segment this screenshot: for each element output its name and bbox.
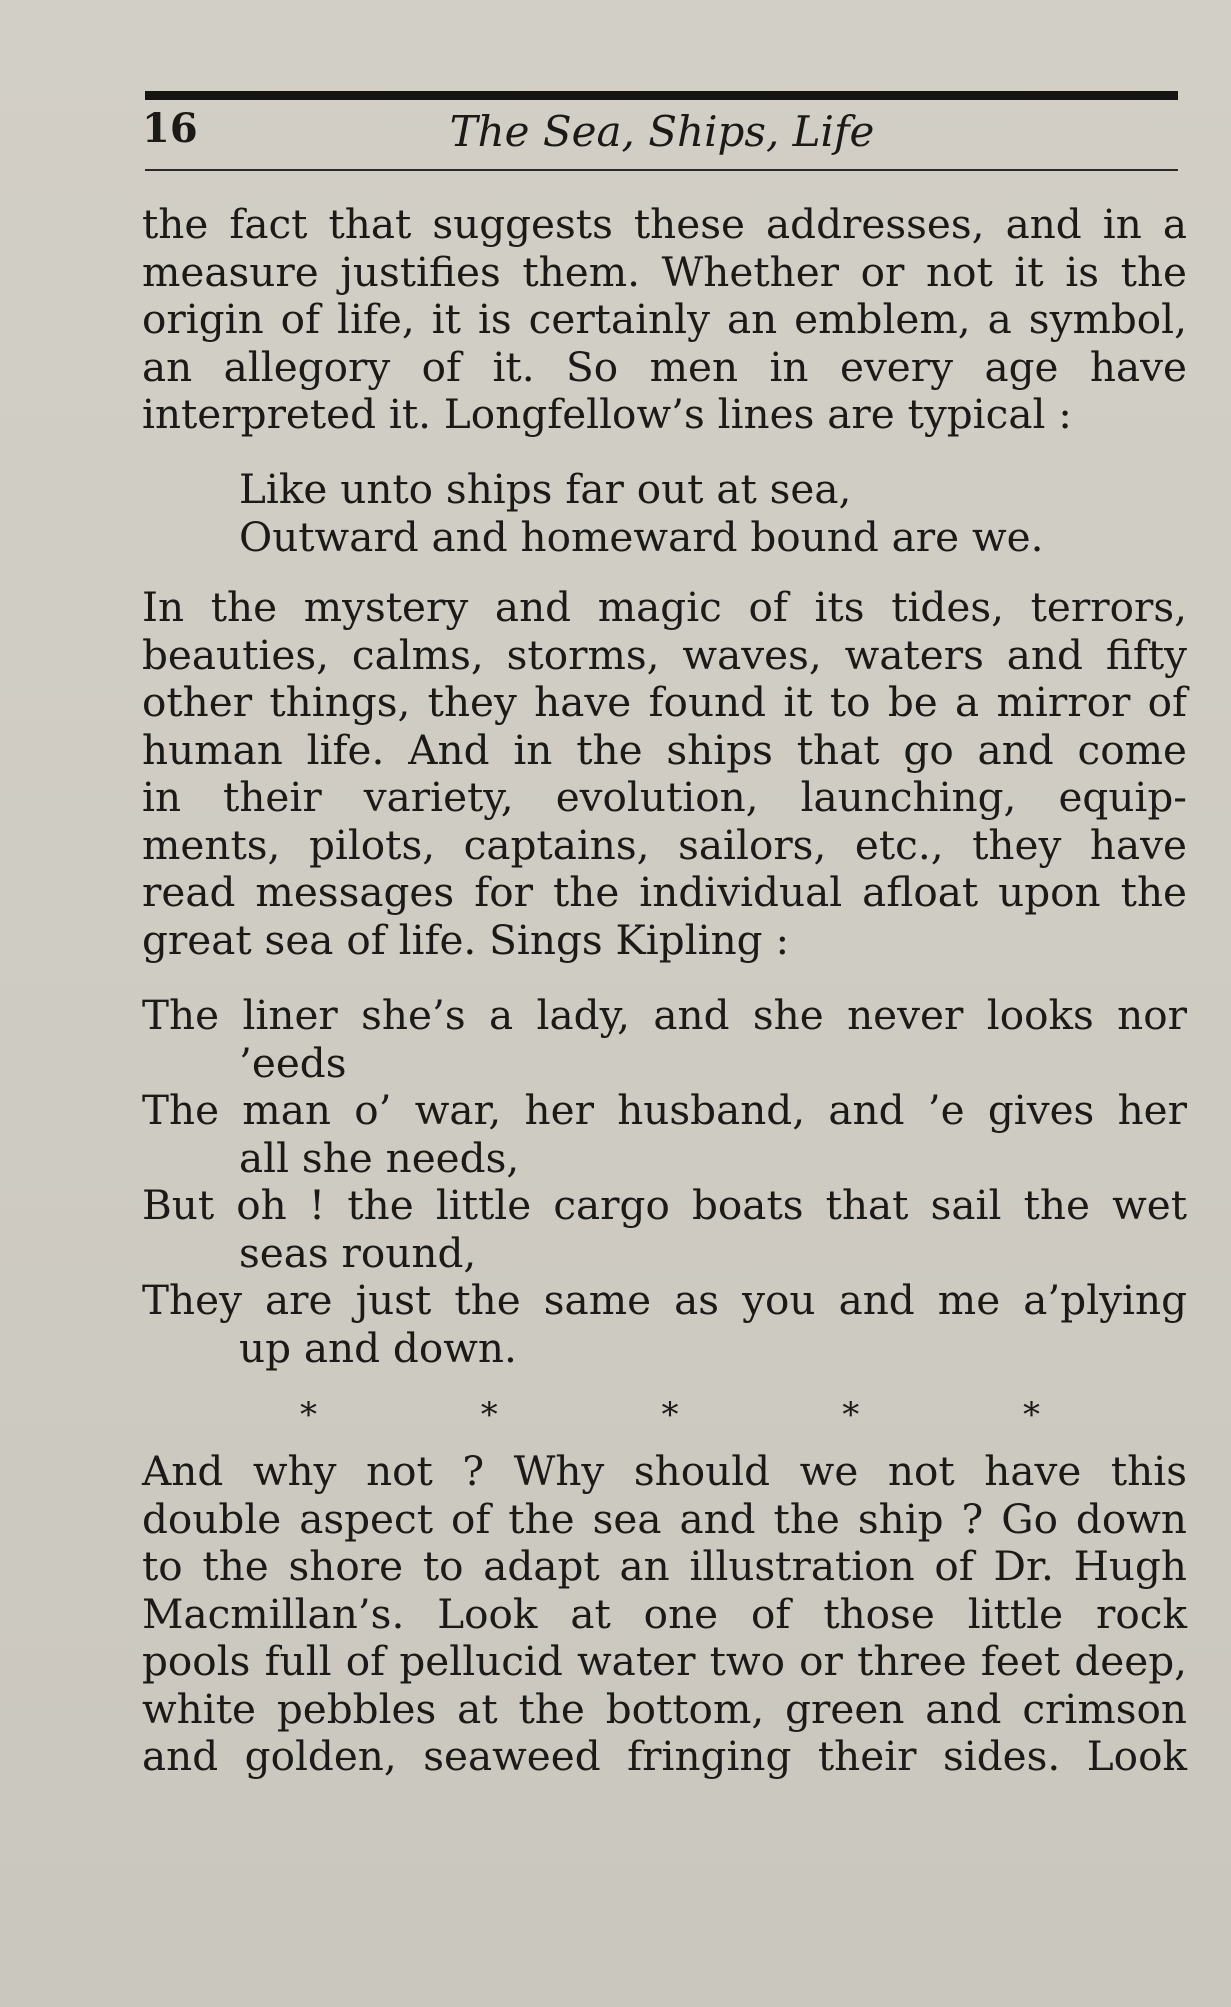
text-line: human life. And in the ships that go and come — [142, 725, 1187, 774]
text-line: the fact that suggests these addresses, and in a — [142, 200, 1187, 248]
header-thin-rule — [145, 169, 1178, 171]
verse-continuation: up and down. — [239, 1323, 517, 1372]
asterisk: * — [661, 1395, 679, 1435]
text-line: ments, pilots, captains, sailors, etc., they have — [142, 820, 1187, 869]
text-line: origin of life, it is certainly an emblem, a symbol, — [142, 295, 1187, 343]
verse-continuation: seas round, — [239, 1228, 477, 1277]
running-title: The Sea, Ships, Life — [449, 107, 875, 156]
asterisk: * — [480, 1395, 498, 1435]
text-line: And why not ? Why should we not have this — [142, 1447, 1187, 1495]
text-line: beauties, calms, storms, waves, waters and fifty — [142, 630, 1187, 679]
text-line: Macmillan’s. Look at one of those little rock — [142, 1589, 1187, 1638]
asterisk: * — [842, 1395, 860, 1435]
text-line: an allegory of it. So men in every age have — [142, 342, 1187, 391]
text-line: In the mystery and magic of its tides, terrors, — [142, 583, 1187, 631]
verse-line: They are just the same as you and me a’plying — [142, 1276, 1187, 1324]
asterisk: * — [1023, 1395, 1040, 1435]
verse-line: But oh ! the little cargo boats that sail the wet — [142, 1181, 1187, 1229]
longfellow-quotation — [142, 466, 1187, 561]
verse-continuation: all she needs, — [239, 1133, 520, 1182]
top-thick-rule — [145, 91, 1178, 100]
verse-line: Like unto ships far out at sea, — [239, 465, 852, 513]
verse-line: The man o’ war, her husband, and ’e gives her — [142, 1086, 1187, 1134]
text-line: to the shore to adapt an illustration of Dr. Hugh — [142, 1542, 1187, 1590]
text-line: other things, they have found it to be a mirror of — [142, 678, 1187, 726]
paragraph-opening — [142, 201, 1187, 439]
asterisk: * — [300, 1395, 317, 1435]
page-header — [142, 104, 1182, 164]
text-line: read messages for the individual afloat upon the — [142, 868, 1187, 916]
paragraph-rock-pools — [142, 1448, 1187, 1781]
text-line: interpreted it. Longfellow’s lines are typical : — [142, 390, 1072, 438]
text-line: in their variety, evolution, launching, equip- — [142, 773, 1187, 821]
text-line: measure justifies them. Whether or not it is the — [142, 247, 1187, 296]
text-line: great sea of life. Sings Kipling : — [142, 915, 790, 964]
text-line: pools full of pellucid water two or three feet deep, — [142, 1637, 1187, 1685]
text-line: white pebbles at the bottom, green and crimson — [142, 1684, 1187, 1733]
verse-line: The liner she’s a lady, and she never looks nor — [142, 991, 1187, 1039]
paragraph-mirror-of-life — [142, 584, 1187, 964]
text-line: double aspect of the sea and the ship ? Go down — [142, 1494, 1187, 1543]
page-number: 16 — [142, 105, 198, 152]
text-line: and golden, seaweed fringing their sides. Look — [142, 1732, 1187, 1780]
verse-continuation: ’eeds — [239, 1038, 347, 1087]
verse-line: Outward and homeward bound are we. — [239, 512, 1044, 561]
kipling-verse — [142, 992, 1187, 1372]
asterism-separator — [300, 1395, 1040, 1435]
